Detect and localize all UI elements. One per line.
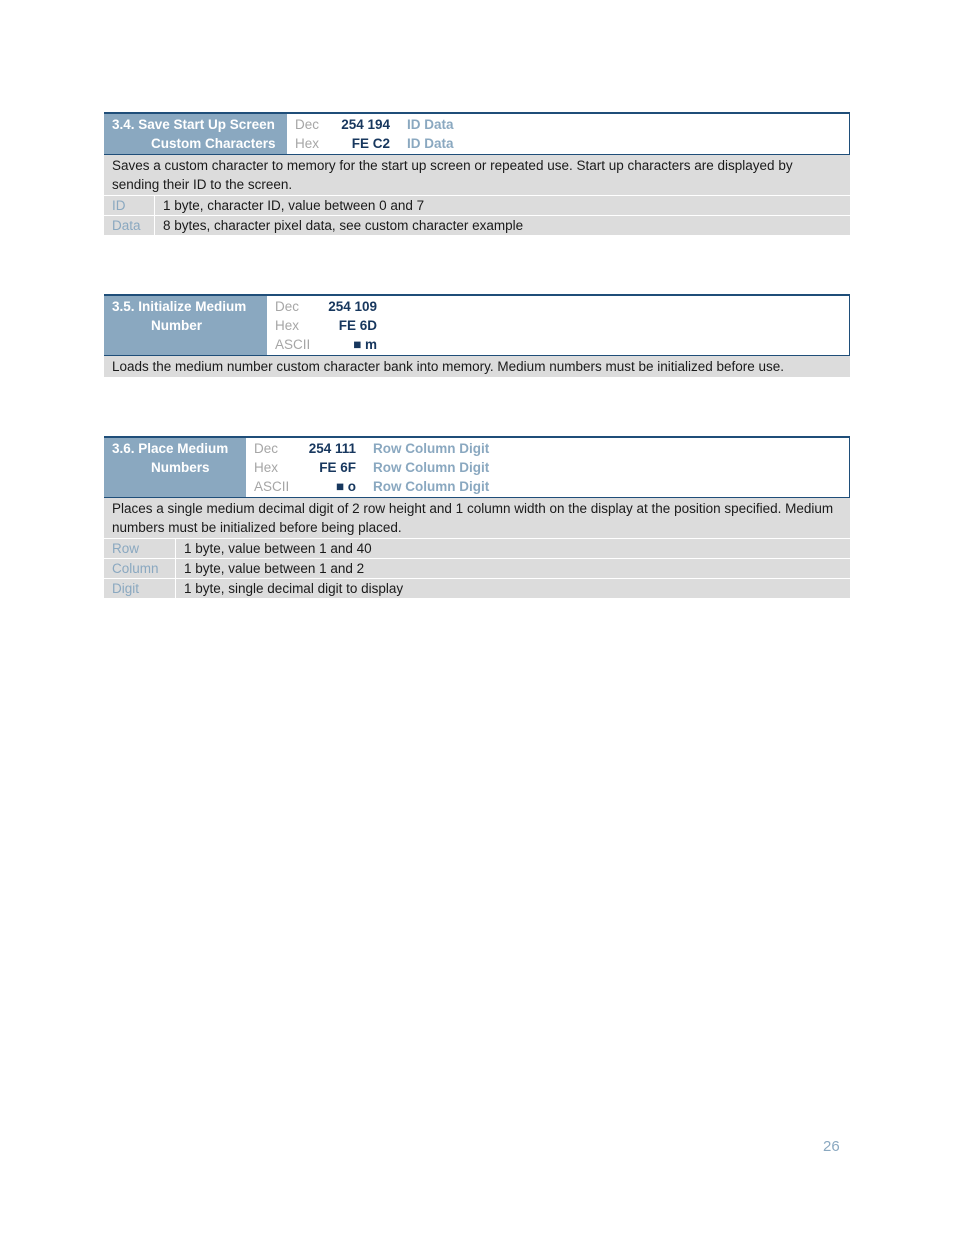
code-label: Hex: [295, 136, 320, 151]
param-desc: 8 bytes, character pixel data, see custom character example: [163, 218, 524, 233]
command-description: Places a single medium decimal digit of 2 row height and 1 column width on the display at the position specified. Medium numbers must be initialized before being placed.: [104, 498, 850, 539]
code-params: Row Column Digit: [373, 479, 490, 494]
param-desc: 1 byte, value between 1 and 40: [184, 541, 372, 556]
code-params: ID Data: [407, 117, 454, 132]
code-label: Dec: [295, 117, 320, 132]
command-description: Saves a custom character to memory for the start up screen or repeated use. Start up characters are displayed by sending their ID to the screen.: [104, 155, 850, 196]
command-codes: [267, 296, 385, 355]
code-value: ■ o: [335, 479, 356, 494]
code-row-dec: [275, 297, 377, 316]
page-number: 26: [823, 1138, 840, 1155]
command-title: [104, 296, 267, 355]
command-section-3-5: [104, 294, 850, 378]
code-params: Row Column Digit: [373, 441, 490, 456]
code-params: Row Column Digit: [373, 460, 490, 475]
code-row-hex: [275, 316, 377, 335]
code-label: Hex: [254, 460, 279, 475]
code-row-ascii: [275, 335, 377, 354]
code-value: FE 6D: [338, 318, 377, 333]
code-row-hex: [254, 458, 489, 477]
param-row-row: [104, 539, 850, 559]
title-line-2: Numbers: [151, 460, 210, 475]
code-row-dec: [254, 439, 489, 458]
command-title: [104, 438, 246, 497]
code-label: Dec: [254, 441, 279, 456]
param-desc: 1 byte, value between 1 and 2: [184, 561, 365, 576]
code-label: ASCII: [254, 479, 290, 494]
param-name: Row: [104, 539, 176, 558]
code-value: FE C2: [351, 136, 390, 151]
code-value: 254 111: [308, 441, 356, 456]
title-line-1: 3.5. Initialize Medium: [112, 299, 247, 314]
command-codes: [246, 438, 497, 497]
code-value: 254 194: [341, 117, 390, 132]
param-row-digit: [104, 579, 850, 599]
code-value: FE 6F: [319, 460, 356, 475]
param-name: Column: [104, 559, 176, 578]
code-params: ID Data: [407, 136, 454, 151]
param-name: ID: [104, 196, 155, 215]
command-header: [104, 436, 850, 498]
code-label: Hex: [275, 318, 300, 333]
command-title: [104, 114, 287, 154]
param-name: Digit: [104, 579, 176, 598]
code-value: 254 109: [328, 299, 377, 314]
param-name: Data: [104, 216, 155, 235]
param-row-data: [104, 216, 850, 236]
command-header: [104, 112, 850, 155]
title-line-2: Number: [151, 318, 203, 333]
code-label: Dec: [275, 299, 300, 314]
code-value: ■ m: [353, 337, 377, 352]
command-codes: [287, 114, 462, 154]
code-label: ASCII: [275, 337, 311, 352]
param-row-column: [104, 559, 850, 579]
command-section-3-6: [104, 436, 850, 599]
command-header: [104, 294, 850, 356]
code-row-ascii: [254, 477, 489, 496]
title-line-1: 3.4. Save Start Up Screen: [112, 117, 275, 132]
param-row-id: [104, 196, 850, 216]
code-row-hex: [295, 134, 454, 153]
command-section-3-4: [104, 112, 850, 236]
title-line-1: 3.6. Place Medium: [112, 441, 229, 456]
code-row-dec: [295, 115, 454, 134]
param-desc: 1 byte, single decimal digit to display: [184, 581, 404, 596]
title-line-2: Custom Characters: [151, 136, 276, 151]
command-description: Loads the medium number custom character bank into memory. Medium numbers must be initialized before use.: [104, 356, 850, 378]
param-desc: 1 byte, character ID, value between 0 and 7: [163, 198, 425, 213]
